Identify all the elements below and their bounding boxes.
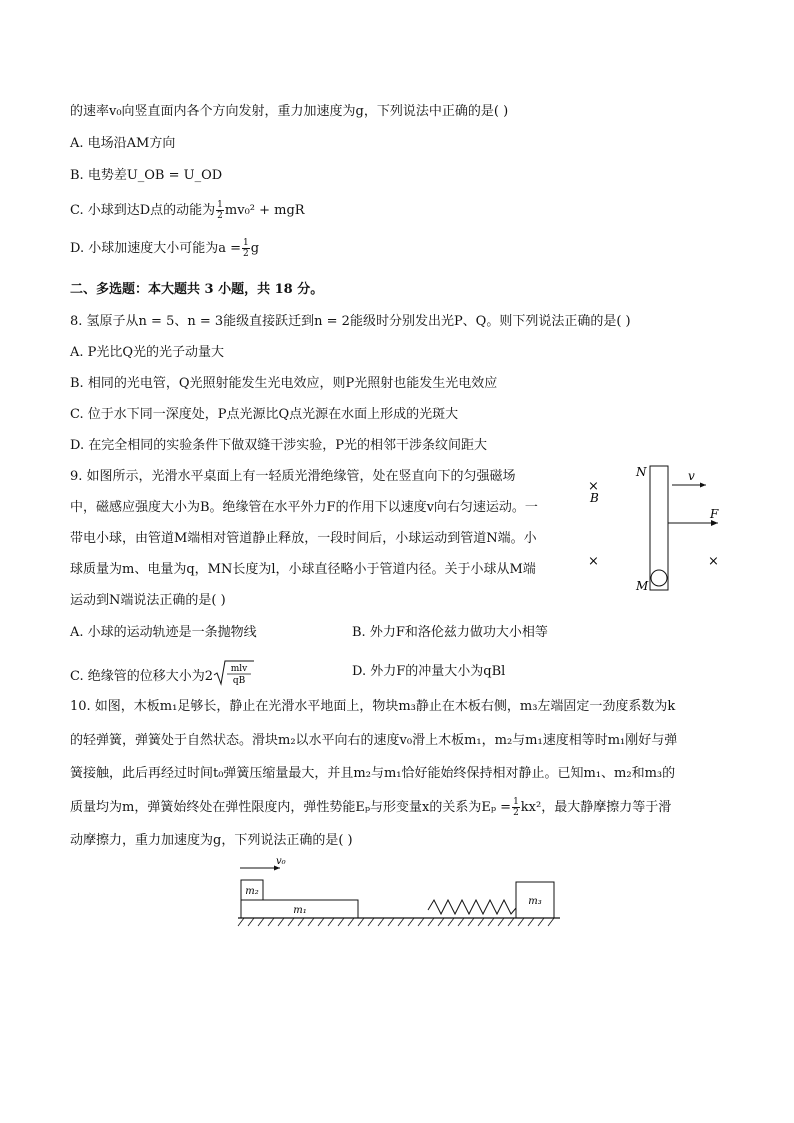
hatch-stroke xyxy=(548,918,554,926)
hatch-stroke xyxy=(498,918,504,926)
hatch-stroke xyxy=(528,918,534,926)
q10-line-4-post: kx²，最大静摩擦力等于滑 xyxy=(520,800,672,815)
hatch-stroke xyxy=(468,918,474,926)
q9-option-a: A. 小球的运动轨迹是一条抛物线 xyxy=(70,625,257,640)
q9-option-c xyxy=(70,659,255,694)
hatch-stroke xyxy=(378,918,384,926)
hatch-stroke xyxy=(328,918,334,926)
q7-option-d-frac: $\frac{1}{2}$ xyxy=(243,238,249,259)
q7-option-d-pre: D. 小球加速度大小可能为a = xyxy=(70,241,241,256)
q10-line-4 xyxy=(70,797,671,818)
ground-hatching xyxy=(238,918,554,926)
q7-option-c-pre: C. 小球到达D点的动能为 xyxy=(70,203,216,218)
label-m2: m₂ xyxy=(245,886,259,897)
label-v: v xyxy=(688,469,695,483)
hatch-stroke xyxy=(238,918,244,926)
q7-option-d-post: g xyxy=(250,241,260,256)
q8-option-b: B. 相同的光电管，Q光照射能发生光电效应，则P光照射也能发生光电效应 xyxy=(70,376,498,391)
q9-line-2: 中，磁感应强度大小为B。绝缘管在水平外力F的作用下以速度v向右匀速运动。一 xyxy=(70,500,538,515)
hatch-stroke xyxy=(388,918,394,926)
hatch-stroke xyxy=(478,918,484,926)
q10-figure xyxy=(230,852,570,932)
q7-option-c-frac: $\frac{1}{2}$ xyxy=(217,200,223,221)
label-m1: m₁ xyxy=(293,905,307,916)
hatch-stroke xyxy=(368,918,374,926)
label-m3: m₃ xyxy=(528,896,542,907)
q7-option-d xyxy=(70,238,259,259)
label-b: B xyxy=(590,491,599,505)
hatch-stroke xyxy=(518,918,524,926)
q7-stem-tail: 的速率v₀向竖直面内各个方向发射，重力加速度为g，下列说法中正确的是( ) xyxy=(70,104,509,119)
q9-sqrt-num: mlv xyxy=(230,664,248,674)
hatch-stroke xyxy=(458,918,464,926)
hatch-stroke xyxy=(308,918,314,926)
hatch-stroke xyxy=(358,918,364,926)
q10-line-4-pre: 质量均为m，弹簧始终处在弹性限度内，弹性势能Eₚ与形变量x的关系为Eₚ = xyxy=(70,800,512,815)
q9-option-c-pre: C. 绝缘管的位移大小为2 xyxy=(70,669,214,684)
q10-line-2: 的轻弹簧，弹簧处于自然状态。滑块m₂以水平向右的速度v₀滑上木板m₁，m₂与m₁速度相等时m₁刚好与弹 xyxy=(70,733,678,748)
hatch-stroke xyxy=(268,918,274,926)
hatch-stroke xyxy=(448,918,454,926)
q8-option-c: C. 位于水下同一深度处，P点光源比Q点光源在水面上形成的光斑大 xyxy=(70,407,459,422)
hatch-stroke xyxy=(438,918,444,926)
label-m: M xyxy=(636,579,649,593)
q9-line-3: 带电小球，由管道M端相对管道静止释放，一段时间后，小球运动到管道N端。小 xyxy=(70,531,537,546)
q7-option-a: A. 电场沿AM方向 xyxy=(70,136,176,151)
hatch-stroke xyxy=(298,918,304,926)
q10-line-4-frac: $\frac{1}{2}$ xyxy=(513,797,519,818)
hatch-stroke xyxy=(278,918,284,926)
charged-ball xyxy=(651,570,667,586)
q8-stem: 8. 氢原子从n = 5、n = 3能级直接跃迁到n = 2能级时分别发出光P、Q。则下列说法正确的是( ) xyxy=(70,314,631,329)
hatch-stroke xyxy=(348,918,354,926)
hatch-stroke xyxy=(318,918,324,926)
field-cross-1: × xyxy=(588,479,599,494)
q8-option-a: A. P光比Q光的光子动量大 xyxy=(70,345,225,360)
field-cross-2: × xyxy=(588,554,599,569)
hatch-stroke xyxy=(488,918,494,926)
hatch-stroke xyxy=(538,918,544,926)
hatch-stroke xyxy=(248,918,254,926)
q10-line-1: 10. 如图，木板m₁足够长，静止在光滑水平地面上，物块m₃静止在木板右侧，m₃左端固定一劲度系数为k xyxy=(70,699,676,714)
q9-figure xyxy=(580,458,740,598)
q9-sqrt xyxy=(213,659,255,694)
hatch-stroke xyxy=(428,918,434,926)
hatch-stroke xyxy=(508,918,514,926)
label-f: F xyxy=(710,507,719,521)
q8-option-d: D. 在完全相同的实验条件下做双缝干涉实验，P光的相邻干涉条纹间距大 xyxy=(70,438,487,453)
q9-sqrt-den: qB xyxy=(232,676,246,686)
q9-line-5: 运动到N端说法正确的是( ) xyxy=(70,593,226,608)
q7-option-c xyxy=(70,200,305,221)
spring xyxy=(428,900,516,914)
q9-line-1: 9. 如图所示，光滑水平桌面上有一轻质光滑绝缘管，处在竖直向下的匀强磁场 xyxy=(70,469,516,484)
q9-line-4: 球质量为m、电量为q，MN长度为l，小球直径略小于管道内径。关于小球从M端 xyxy=(70,562,536,577)
hatch-stroke xyxy=(408,918,414,926)
label-v0: v₀ xyxy=(276,856,286,867)
q10-line-3: 簧接触，此后再经过时间t₀弹簧压缩量最大，并且m₂与m₁恰好能始终保持相对静止。已知m₁、m₂和m₃的 xyxy=(70,766,676,781)
label-n: N xyxy=(636,465,647,479)
q10-line-5: 动摩擦力，重力加速度为g，下列说法正确的是( ) xyxy=(70,833,353,848)
hatch-stroke xyxy=(338,918,344,926)
hatch-stroke xyxy=(418,918,424,926)
velocity-arrowhead xyxy=(700,483,706,488)
q9-option-b: B. 外力F和洛伦兹力做功大小相等 xyxy=(352,625,548,640)
section-2-heading: 二、多选题：本大题共 3 小题，共 18 分。 xyxy=(70,282,324,297)
q9-option-d: D. 外力F的冲量大小为qBl xyxy=(352,664,506,679)
hatch-stroke xyxy=(398,918,404,926)
field-cross-3: × xyxy=(708,554,719,569)
q7-option-c-post: mv₀² + mgR xyxy=(224,203,305,218)
q7-option-b: B. 电势差U_OB = U_OD xyxy=(70,168,223,183)
hatch-stroke xyxy=(288,918,294,926)
hatch-stroke xyxy=(258,918,264,926)
